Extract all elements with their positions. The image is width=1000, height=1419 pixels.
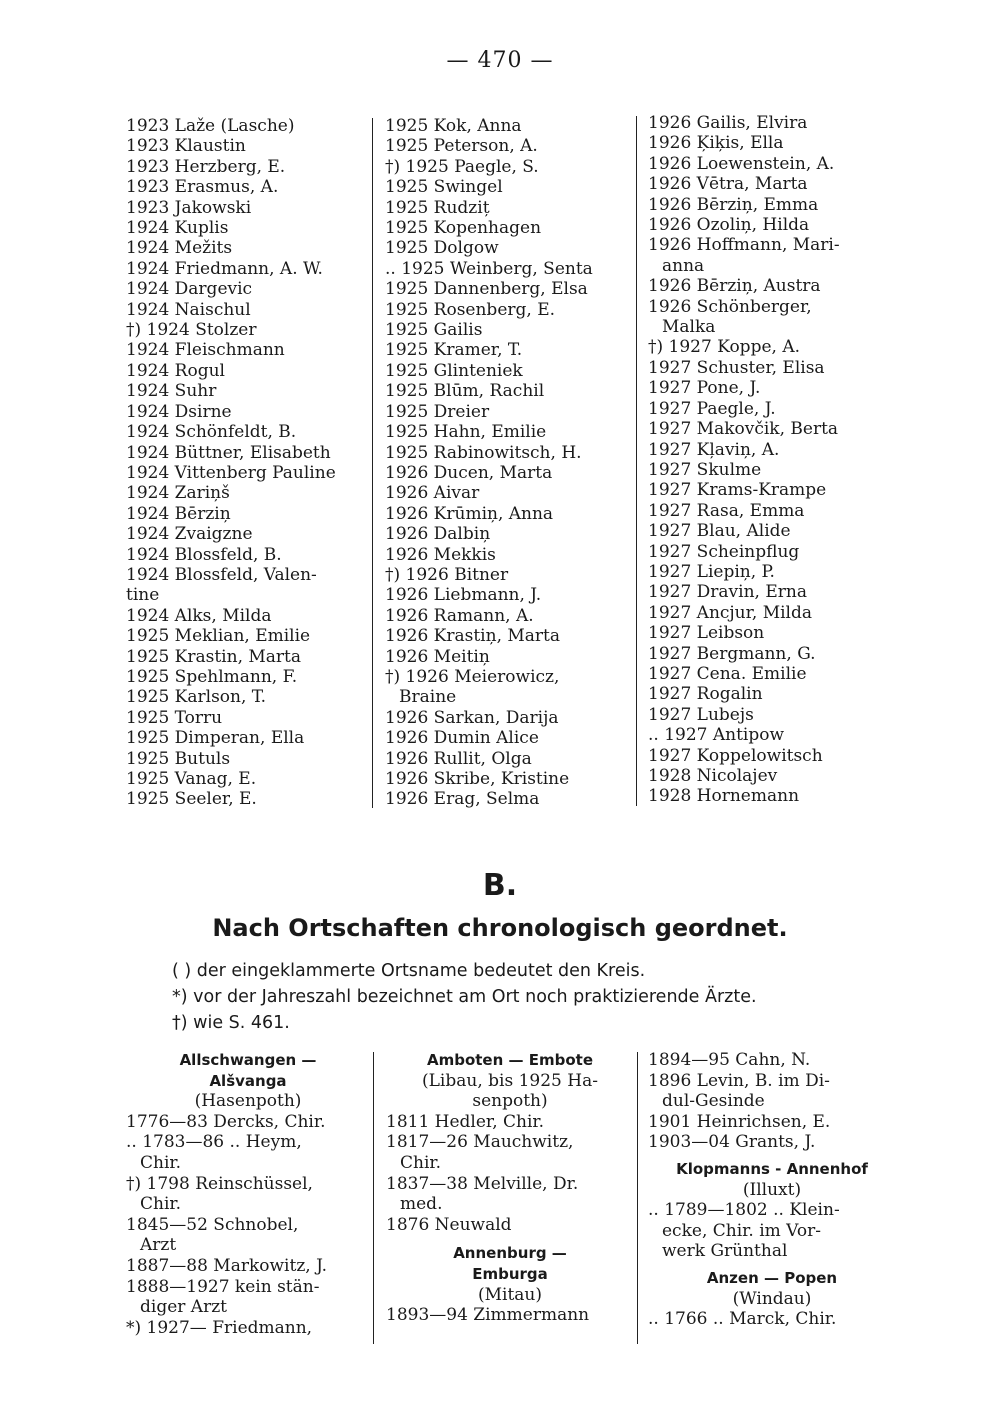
entry: 1924 Schönfeldt, B. [126, 422, 297, 443]
spacer [386, 1235, 634, 1243]
place-entry: 1903—04 Grants, J. [648, 1132, 816, 1153]
entry: 1924 Friedmann, A. W. [126, 258, 323, 279]
entry: 1924 Blossfeld, Valen- [126, 564, 317, 585]
place-entry: 1896 Levin, B. im Di- [648, 1070, 830, 1091]
entry: 1926 Dalbiņ [385, 524, 491, 545]
entry: 1928 Hornemann [648, 786, 800, 807]
entry: 1925 Krastin, Marta [126, 646, 302, 667]
entry: 1924 Vittenberg Pauline [126, 462, 336, 483]
entry: 1927 Koppelowitsch [648, 745, 823, 766]
entry: 1925 Seeler, E. [126, 789, 257, 810]
entry: 1925 Vanag, E. [126, 769, 257, 789]
entry: 1926 Ducen, Marta [385, 462, 553, 483]
entry: 1926 Bērziņ, Emma [648, 194, 819, 215]
entry-continuation: anna [662, 255, 705, 276]
entry: 1925 Meklian, Emilie [126, 626, 311, 647]
entry: 1925 Hahn, Emilie [385, 422, 547, 443]
entry: 1924 Mežits [126, 238, 233, 259]
entry: 1927 Liepiņ, P. [648, 561, 775, 582]
entry: 1924 Bērziņ [126, 503, 231, 524]
entry: 1923 Herzberg, E. [126, 156, 286, 177]
place-heading-klopmanns: Klopmanns - Annenhof [676, 1159, 868, 1178]
place-column-1 [126, 1050, 370, 1338]
entry: 1923 Jakowski [126, 197, 252, 218]
entry: 1927 Kļaviņ, A. [648, 439, 780, 460]
entry: 1925 Dreier [385, 401, 490, 422]
column-divider [636, 116, 637, 806]
entry: 1925 Peterson, A. [385, 136, 538, 157]
entry: 1925 Kok, Anna [385, 116, 522, 136]
entry: 1927 Paegle, J. [648, 398, 776, 419]
place-district: (Hasenpoth) [194, 1091, 302, 1112]
place-entry-continuation: ecke, Chir. im Vor- [662, 1220, 821, 1241]
entry: 1927 Scheinpflug [648, 541, 800, 562]
place-entry: 1901 Heinrichsen, E. [648, 1111, 831, 1132]
entry: 1924 Suhr [126, 381, 217, 402]
place-entry-continuation: werk Grünthal [662, 1241, 788, 1262]
entry-continuation: Braine [399, 687, 457, 708]
entry: 1925 Dolgow [385, 238, 499, 259]
place-column-3 [648, 1050, 896, 1330]
entry: 1924 Zvaigzne [126, 524, 253, 545]
entry: 1926 Meitiņ [385, 646, 490, 667]
entry: 1925 Karlson, T. [126, 687, 267, 708]
entry: 1924 Fleischmann [126, 340, 285, 361]
entry: 1924 Kuplis [126, 218, 229, 239]
entry: 1927 Dravin, Erna [648, 582, 807, 603]
place-heading-allschwangen: Allschwangen — [179, 1051, 317, 1069]
entry: 1925 Rudziț [385, 197, 490, 218]
entry: 1927 Schuster, Elisa [648, 357, 825, 378]
register-column-3 [648, 113, 888, 807]
place-entry-continuation: Chir. [140, 1194, 182, 1215]
entry: 1926 Mekkis [385, 544, 496, 565]
legend [172, 958, 757, 1036]
entry: 1925 Kramer, T. [385, 340, 523, 361]
entry: 1926 Ozoliņ, Hilda [648, 215, 810, 236]
place-entry: 1817—26 Mauchwitz, [386, 1132, 574, 1153]
entry: 1924 Alks, Milda [126, 605, 272, 626]
entry: 1924 Blossfeld, B. [126, 544, 282, 565]
place-entry: .. 1766 .. Marck, Chir. [648, 1309, 837, 1330]
place-entry-continuation: diger Arzt [140, 1297, 227, 1318]
entry: 1926 Ramann, A. [385, 605, 534, 626]
place-entry: 1893—94 Zimmermann [386, 1305, 590, 1326]
place-entry-continuation: Chir. [140, 1152, 182, 1173]
entry: 1924 Büttner, Elisabeth [126, 442, 331, 463]
place-entry: .. 1789—1802 .. Klein- [648, 1200, 840, 1221]
entry: 1925 Rosenberg, E. [385, 299, 556, 320]
entry: 1926 Bērziņ, Austra [648, 276, 821, 297]
entry: .. 1927 Antipow [648, 725, 785, 746]
entry: 1927 Blau, Alide [648, 521, 791, 542]
place-entry: 1837—38 Melville, Dr. [386, 1173, 579, 1194]
entry: †) 1927 Koppe, A. [648, 337, 800, 358]
entry: 1925 Dannenberg, Elsa [385, 279, 588, 300]
place-entry: 1876 Neuwald [386, 1214, 512, 1235]
entry: 1927 Krams-Krampe [648, 480, 827, 501]
register-column-1 [126, 116, 371, 810]
place-column-2 [386, 1050, 634, 1326]
legend-parentheses-note: ( ) der eingeklammerte Ortsname bedeutet den Kreis. [172, 961, 646, 981]
place-entry: 1845—52 Schnobel, [126, 1214, 299, 1235]
entry: 1926 Hoffmann, Mari- [648, 235, 840, 256]
entry: †) 1924 Stolzer [126, 320, 257, 341]
column-divider [373, 1052, 374, 1344]
entry: †) 1926 Meierowicz, [385, 666, 560, 687]
entry: 1925 Gailis [385, 320, 483, 341]
entry: 1927 Lubejs [648, 704, 754, 725]
entry: †) 1925 Paegle, S. [385, 156, 539, 177]
entry: 1926 Erag, Selma [385, 789, 540, 810]
entry: 1927 Rasa, Emma [648, 500, 805, 521]
entry: 1924 Rogul [126, 360, 225, 381]
page-number: — 470 — [446, 48, 554, 73]
place-entry: 1888—1927 kein stän- [126, 1276, 320, 1297]
place-entry: .. 1783—86 .. Heym, [126, 1132, 302, 1153]
column-divider [637, 1052, 638, 1344]
place-entry: 1776—83 Dercks, Chir. [126, 1111, 326, 1132]
entry: 1927 Pone, J. [648, 378, 761, 399]
entry-continuation: tine [126, 585, 160, 606]
entry: 1927 Bergmann, G. [648, 643, 816, 664]
place-heading-alsvanga: Alšvanga [209, 1071, 287, 1090]
entry: 1926 Liebmann, J. [385, 585, 542, 606]
entry: 1926 Aivar [385, 483, 480, 504]
entry: 1924 Naischul [126, 299, 251, 320]
place-district: (Illuxt) [742, 1179, 802, 1200]
entry: 1925 Butuls [126, 748, 231, 769]
place-heading-anzen: Anzen — Popen [706, 1268, 838, 1287]
legend-asterisk-note: *) vor der Jahreszahl bezeichnet am Ort noch praktizierende Ärzte. [172, 987, 757, 1007]
entry: 1924 Zariņš [126, 483, 230, 504]
entry: 1927 Skulme [648, 459, 762, 480]
entry: 1925 Torru [126, 707, 223, 728]
place-entry-continuation: Arzt [140, 1235, 177, 1256]
entry: 1926 Schönberger, [648, 296, 812, 317]
place-entry: 1887—88 Markowitz, J. [126, 1255, 327, 1276]
entry: 1927 Makovčik, Berta [648, 419, 839, 440]
entry: 1927 Ancjur, Milda [648, 602, 812, 623]
entry: 1924 Dsirne [126, 401, 232, 422]
place-entry-continuation: Chir. [400, 1152, 442, 1173]
place-entry-continuation: med. [400, 1194, 443, 1215]
entry: 1926 Dumin Alice [385, 728, 539, 749]
entry: 1926 Rullit, Olga [385, 748, 532, 769]
entry: 1923 Laže (Lasche) [126, 116, 295, 136]
place-district: (Mitau) [477, 1284, 543, 1305]
entry: 1925 Glinteniek [385, 360, 523, 381]
place-heading-emburga: Emburga [472, 1264, 548, 1283]
entry: 1926 Ķiķis, Ella [648, 133, 784, 154]
entry: 1926 Krūmiņ, Anna [385, 503, 554, 524]
entry: 1925 Swingel [385, 177, 503, 198]
entry: 1923 Klaustin [126, 136, 246, 157]
entry: 1925 Spehlmann, F. [126, 666, 298, 687]
entry: 1926 Krastiņ, Marta [385, 626, 561, 647]
section-letter: B. [482, 868, 518, 903]
entry: 1926 Loewenstein, A. [648, 153, 835, 174]
entry: †) 1926 Bitner [385, 564, 509, 585]
entry: 1927 Rogalin [648, 684, 763, 705]
entry: 1925 Kopenhagen [385, 218, 542, 239]
place-entry: †) 1798 Reinschüssel, [126, 1173, 313, 1194]
section-title: Nach Ortschaften chronologisch geordnet. [212, 914, 788, 942]
place-entry-continuation: dul-Gesinde [662, 1091, 765, 1112]
place-heading-amboten: Amboten — Embote [426, 1051, 593, 1069]
place-entry: 1811 Hedler, Chir. [386, 1111, 545, 1132]
place-district: (Libau, bis 1925 Ha- [422, 1070, 598, 1091]
place-district-continuation: senpoth) [472, 1091, 548, 1112]
entry: 1927 Cena. Emilie [648, 663, 807, 684]
entry: 1925 Blūm, Rachil [385, 381, 545, 402]
entry-continuation: Malka [662, 317, 716, 338]
entry: 1925 Rabinowitsch, H. [385, 442, 582, 463]
place-heading-annenburg: Annenburg — [453, 1244, 567, 1263]
column-divider [372, 118, 373, 808]
entry: 1927 Leibson [648, 623, 765, 644]
entry: 1923 Erasmus, A. [126, 177, 279, 198]
entry: .. 1925 Weinberg, Senta [385, 258, 593, 279]
legend-dagger-note: †) wie S. 461. [172, 1013, 290, 1033]
entry: 1925 Dimperan, Ella [126, 728, 305, 749]
entry: 1924 Dargevic [126, 279, 253, 300]
entry: 1926 Sarkan, Darija [385, 707, 559, 728]
place-entry: *) 1927— Friedmann, [126, 1317, 313, 1338]
register-column-2 [385, 116, 635, 810]
place-entry: 1894—95 Cahn, N. [648, 1050, 811, 1070]
entry: 1928 Nicolajev [648, 766, 778, 786]
entry: 1926 Vētra, Marta [648, 174, 808, 195]
entry: 1926 Gailis, Elvira [648, 113, 808, 133]
entry: 1926 Skribe, Kristine [385, 769, 570, 789]
place-district: (Windau) [732, 1288, 812, 1309]
